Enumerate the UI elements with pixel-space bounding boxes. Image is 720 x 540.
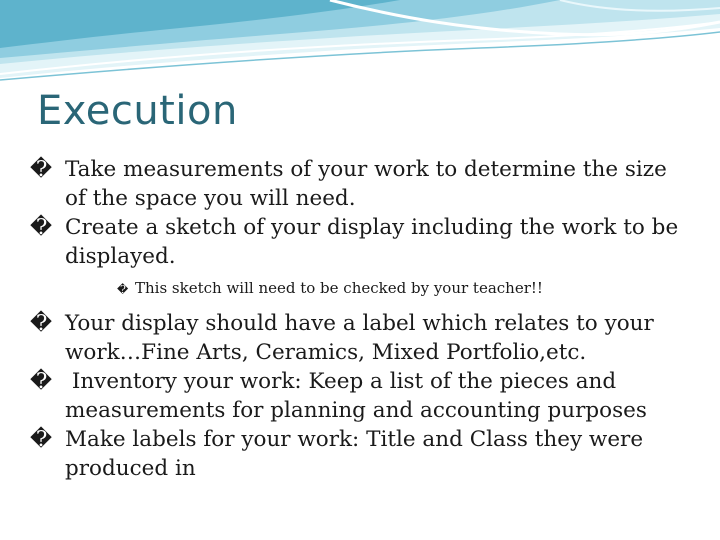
slide-title: Execution	[37, 88, 238, 134]
bullet-text: Your display should have a label which relates to your work…Fine Arts, Ceramics, Mixed Portfolio,etc.	[65, 311, 654, 365]
bullet-marker-icon: �	[30, 311, 53, 336]
sub-bullet-marker-icon: �	[117, 283, 129, 296]
wave-banner-decoration	[0, 0, 720, 90]
sub-bullet-text: This sketch will need to be checked by your teacher!!	[135, 279, 543, 297]
bullet-item	[30, 155, 690, 213]
bullet-text: Create a sketch of your display including the work to be displayed.	[65, 215, 679, 269]
bullet-text: Make labels for your work: Title and Class they were produced in	[65, 427, 644, 481]
sub-bullet-item	[30, 277, 690, 301]
bullet-text: Inventory your work: Keep a list of the pieces and measurements for planning and accounting purposes	[65, 369, 647, 423]
bullet-text: Take measurements of your work to determine the size of the space you will need.	[65, 157, 667, 211]
bullet-item	[30, 213, 690, 271]
bullet-marker-icon: �	[30, 369, 53, 394]
slide-content	[30, 155, 690, 483]
bullet-item	[30, 309, 690, 367]
bullet-marker-icon: �	[30, 157, 53, 182]
bullet-item	[30, 367, 690, 425]
bullet-marker-icon: �	[30, 215, 53, 240]
bullet-marker-icon: �	[30, 427, 53, 452]
bullet-item	[30, 425, 690, 483]
